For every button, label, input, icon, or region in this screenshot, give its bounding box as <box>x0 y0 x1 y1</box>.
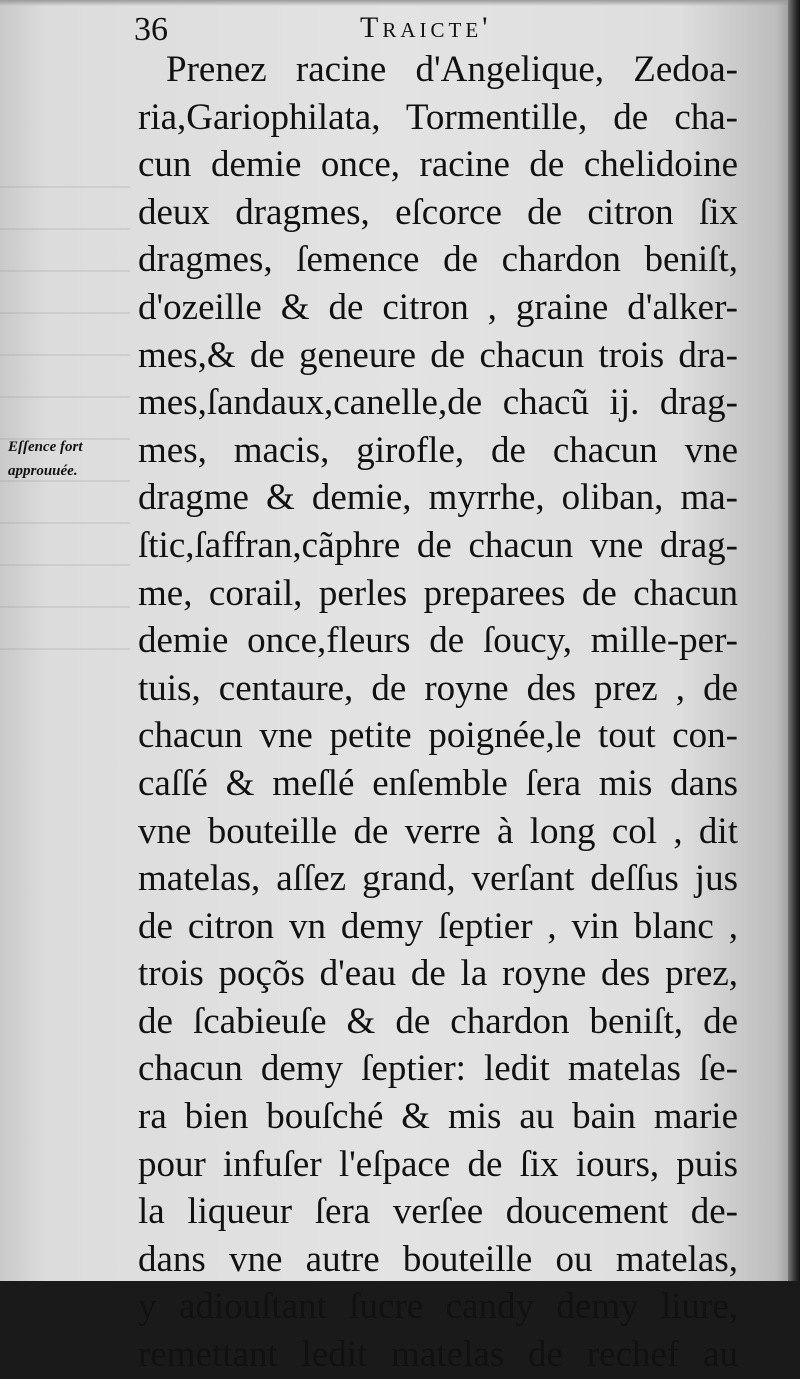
text-line: de ſcabieuſe & de chardon beniſt, de <box>138 1000 738 1042</box>
text-line: me, corail, perles preparees de chacun <box>138 572 738 614</box>
text-line: chacun demy ſeptier: ledit matelas ſe- <box>138 1048 738 1090</box>
text-line: mes,ſandaux,canelle,de chacũ ij. drag- <box>138 382 738 424</box>
page-number: 36 <box>134 11 168 48</box>
text-line: la liqueur ſera verſee doucement de- <box>138 1191 738 1233</box>
text-line: tuis, centaure, de royne des prez , de <box>138 667 738 709</box>
show-through-text <box>0 150 130 690</box>
text-line: dans vne autre bouteille ou matelas, <box>138 1238 738 1280</box>
body-text <box>138 46 738 1379</box>
marginal-note-line: Eſſence fort <box>8 439 83 455</box>
text-line: Prenez racine d'Angelique, Zedoa- <box>166 49 738 90</box>
text-line: ſtic,ſaffran,cãphre de chacun vne drag- <box>138 524 738 566</box>
text-line: vne bouteille de verre à long col , dit <box>138 810 738 852</box>
text-line: demie once,fleurs de ſoucy, mille-per- <box>138 620 738 662</box>
running-title: Traicte' <box>360 11 492 44</box>
text-line: ria,Gariophilata, Tormentille, de cha- <box>138 96 738 138</box>
text-line: dragme & demie, myrrhe, oliban, ma- <box>138 477 738 519</box>
marginal-note-line: approuuée. <box>8 463 78 479</box>
text-line: trois poçõs d'eau de la royne des prez, <box>138 953 738 995</box>
text-line: deux dragmes, eſcorce de citron ſix <box>138 191 738 233</box>
text-line: de citron vn demy ſeptier , vin blanc , <box>138 905 738 947</box>
text-line: mes,& de geneure de chacun trois dra- <box>138 334 738 376</box>
text-line: pour infuſer l'eſpace de ſix iours, puis <box>138 1143 738 1185</box>
text-line: y adiouſtant ſucre candy demy liure, <box>138 1286 738 1328</box>
text-line: remettant ledit matelas de rechef au <box>138 1334 738 1376</box>
text-line: cun demie once, racine de chelidoine <box>138 144 738 186</box>
text-line: caſſé & meſlé enſemble ſera mis dans <box>138 762 738 804</box>
text-line: mes, macis, girofle, de chacun vne <box>138 429 738 471</box>
text-line: matelas, aſſez grand, verſant deſſus jus <box>138 858 738 900</box>
text-line: d'ozeille & de citron , graine d'alker- <box>138 286 738 328</box>
marginal-note <box>8 435 132 483</box>
text-line: dragmes, ſemence de chardon beniſt, <box>138 239 738 281</box>
page-gutter-shadow <box>788 0 800 1281</box>
text-line: ra bien bouſché & mis au bain marie <box>138 1096 738 1138</box>
text-line: chacun vne petite poignée,le tout con- <box>138 715 738 757</box>
